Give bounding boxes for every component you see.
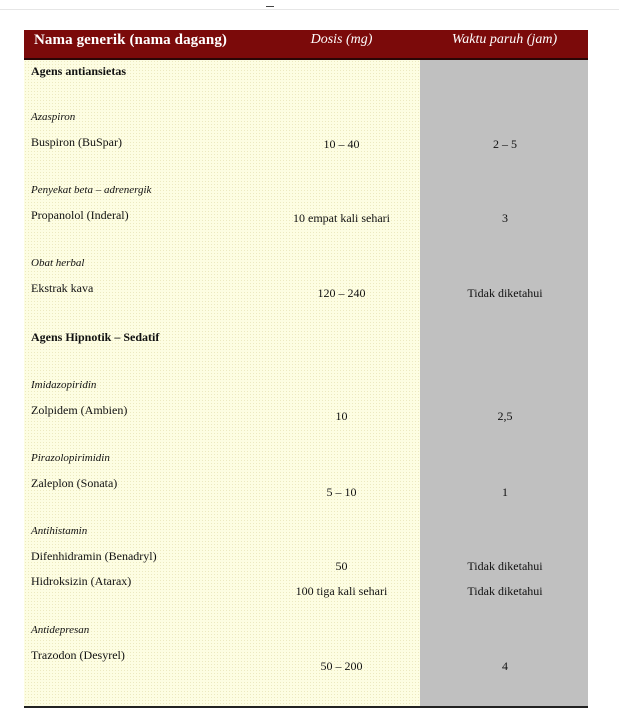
drug-dose: 10 <box>335 409 348 423</box>
group-title: Agens Hipnotik – Sedatif <box>31 330 160 344</box>
table-body <box>24 60 588 706</box>
header-generic-name: Nama generik (nama dagang) <box>34 32 228 48</box>
drug-name: Zaleplon (Sonata) <box>31 476 118 490</box>
drug-table <box>24 30 588 708</box>
drug-dose: 5 – 10 <box>326 485 357 499</box>
drug-class: Obat herbal <box>31 257 85 269</box>
drug-half-life: 2,5 <box>497 409 513 423</box>
drug-name: Zolpidem (Ambien) <box>31 403 128 417</box>
drug-half-life: 3 <box>502 211 508 225</box>
drug-dose: 100 tiga kali sehari <box>295 584 388 598</box>
drug-name: Hidroksizin (Atarax) <box>31 574 132 588</box>
top-rule <box>0 9 619 10</box>
drug-half-life: 1 <box>502 485 508 499</box>
drug-half-life: 2 – 5 <box>493 137 517 151</box>
drug-half-life: 4 <box>502 659 508 673</box>
table-header <box>24 30 588 60</box>
drug-dose: 10 – 40 <box>323 137 360 151</box>
drug-dose: 120 – 240 <box>317 286 366 300</box>
drug-class: Pirazolopirimidin <box>31 452 110 464</box>
group-title: Agens antiansietas <box>31 64 127 78</box>
column-half-life-background <box>420 60 588 706</box>
drug-name: Propanolol (Inderal) <box>31 208 129 222</box>
bottom-rule <box>24 706 588 708</box>
drug-name: Trazodon (Desyrel) <box>31 648 125 662</box>
drug-dose: 50 – 200 <box>320 659 363 673</box>
drug-half-life: Tidak diketahui <box>467 286 543 300</box>
drug-dose: 50 <box>335 559 348 573</box>
drug-class: Antihistamin <box>31 525 88 537</box>
drug-dose: 10 empat kali sehari <box>293 211 390 225</box>
drug-class: Imidazopiridin <box>31 379 97 391</box>
drug-class: Penyekat beta – adrenergik <box>31 184 152 196</box>
header-dose: Dosis (mg) <box>310 32 373 47</box>
drug-class: Antidepresan <box>31 624 90 636</box>
drug-class: Azaspiron <box>31 111 76 123</box>
drug-name: Ekstrak kava <box>31 281 94 295</box>
header-half-life: Waktu paruh (jam) <box>451 32 558 47</box>
drug-half-life: Tidak diketahui <box>467 559 543 573</box>
drug-name: Buspiron (BuSpar) <box>31 135 122 149</box>
drug-half-life: Tidak diketahui <box>467 584 543 598</box>
drug-name: Difenhidramin (Benadryl) <box>31 549 157 563</box>
top-mark <box>266 6 274 7</box>
